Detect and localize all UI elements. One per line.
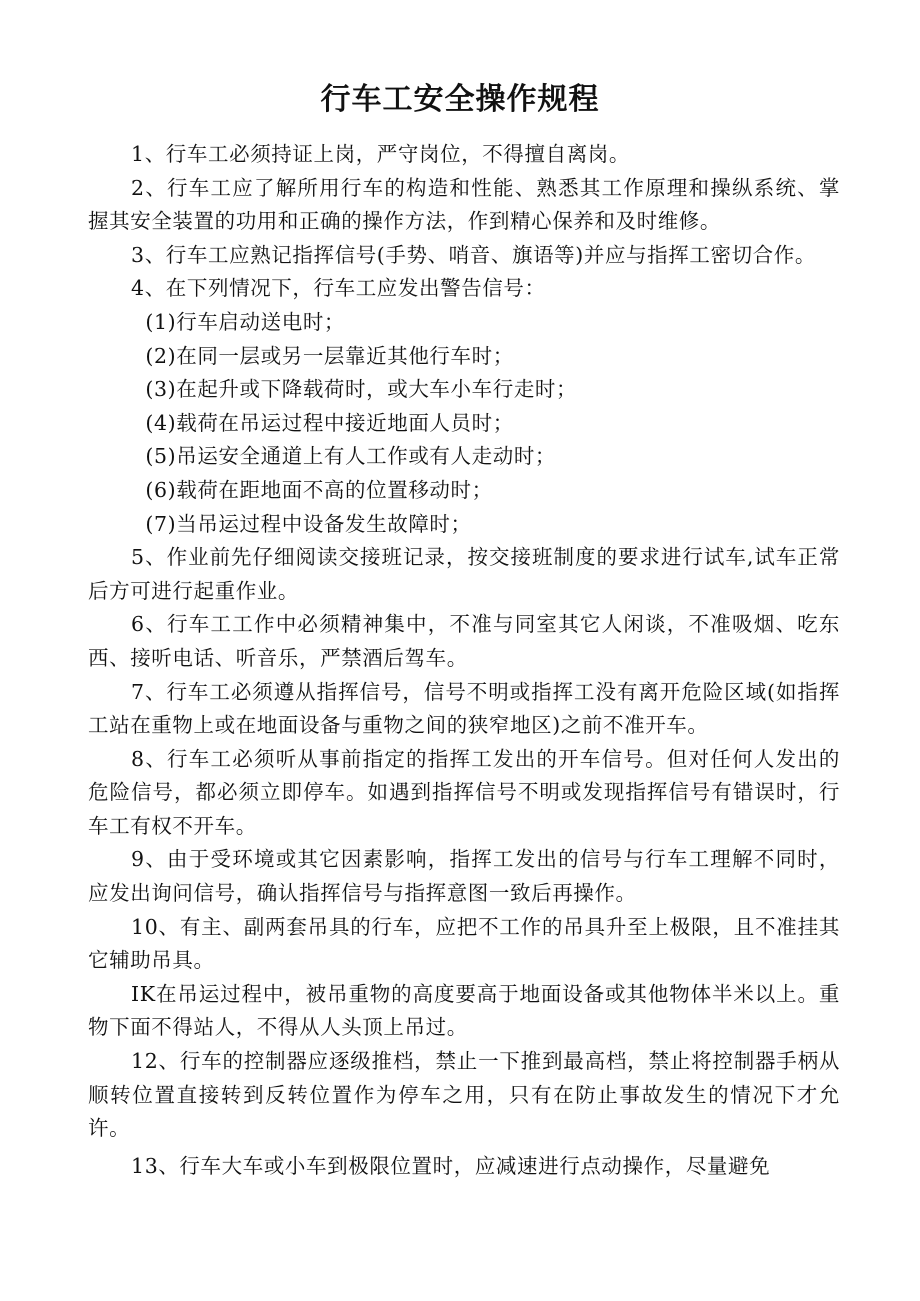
sub-item-2: (2)在同一层或另一层靠近其他行车时；	[145, 343, 514, 368]
paragraph-3: 3、行车工应熟记指挥信号(手势、哨音、旗语等)并应与指挥工密切合作。	[131, 242, 816, 267]
sub-item-3: (3)在起升或下降载荷时，或大车小车行走时；	[145, 377, 578, 402]
paragraph-11: IK在吊运过程中，被吊重物的高度要高于地面设备或其他物体半米以上。重物下面不得站人，不得从人头顶上吊过。	[88, 981, 840, 1040]
document-body	[88, 138, 840, 1183]
sub-item-5: (5)吊运安全通道上有人工作或有人走动时；	[145, 444, 557, 469]
paragraph-9: 9、由于受环境或其它因素影响，指挥工发出的信号与行车工理解不同时，应发出询问信号，确认指挥信号与指挥意图一致后再操作。	[88, 847, 840, 906]
document-title: 行车工安全操作规程	[320, 82, 600, 117]
paragraph-13: 13、行车大车或小车到极限位置时，应减速进行点动操作，尽量避免	[131, 1153, 771, 1178]
sub-item-1: (1)行车启动送电时；	[145, 309, 346, 334]
paragraph-2: 2、行车工应了解所用行车的构造和性能、熟悉其工作原理和操纵系统、掌握其安全装置的功用和正确的操作方法，作到精心保养和及时维修。	[88, 175, 840, 234]
sub-item-7: (7)当吊运过程中设备发生故障时；	[145, 511, 472, 536]
paragraph-6: 6、行车工工作中必须精神集中，不准与同室其它人闲谈，不准吸烟、吃东西、接听电话、听音乐，严禁酒后驾车。	[88, 612, 840, 670]
paragraph-8: 8、行车工必须听从事前指定的指挥工发出的开车信号。但对任何人发出的危险信号，都必须立即停车。如遇到指挥信号不明或发现指挥信号有错误时，行车工有权不开车。	[88, 746, 840, 838]
paragraph-10: 10、有主、副两套吊具的行车，应把不工作的吊具升至上极限，且不准挂其它辅助吊具。	[88, 914, 840, 973]
paragraph-12: 12、行车的控制器应逐级推档，禁止一下推到最高档，禁止将控制器手柄从顺转位置直接转到反转位置作为停车之用，只有在防止事故发生的情况下才允许。	[88, 1049, 840, 1141]
sub-item-6: (6)载荷在距地面不高的位置移动时；	[145, 477, 493, 502]
paragraph-5: 5、作业前先仔细阅读交接班记录，按交接班制度的要求进行试车,试车正常后方可进行起重作业。	[88, 545, 840, 603]
paragraph-7: 7、行车工必须遵从指挥信号，信号不明或指挥工没有离开危险区域(如指挥工站在重物上或在地面设备与重物之间的狭窄地区)之前不准开车。	[88, 679, 840, 738]
paragraph-4: 4、在下列情况下，行车工应发出警告信号：	[131, 276, 546, 301]
sub-item-4: (4)载荷在吊运过程中接近地面人员时；	[145, 410, 514, 435]
paragraph-1: 1、行车工必须持证上岗，严守岗位，不得擅自离岗。	[131, 142, 630, 166]
